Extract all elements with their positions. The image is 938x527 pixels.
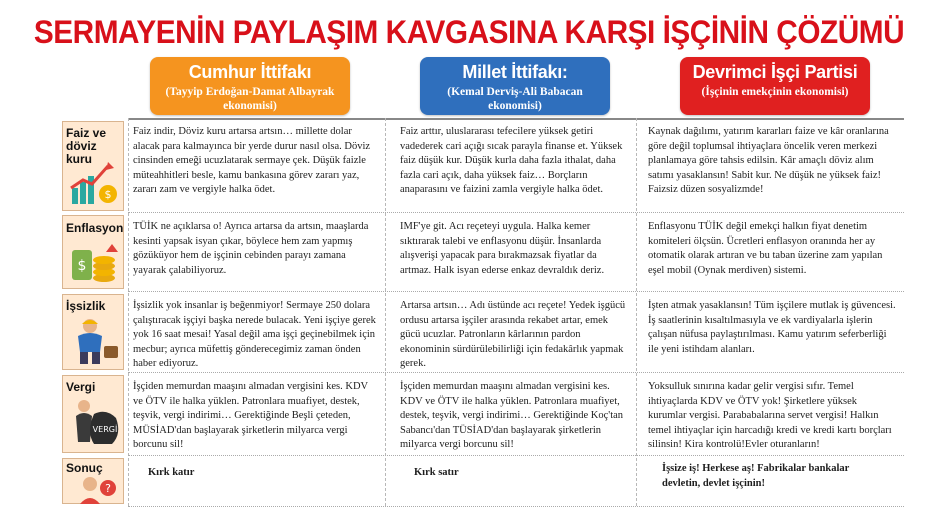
row-label-faiz: Faiz ve döviz kuru [66,126,107,166]
row-divider [128,372,904,373]
cell-issizlik-cumhur: İşsizlik yok insanlar iş beğenmiyor! Sermaye 250 dolara çalıştıracak işçiyi başka nerede bulacak. Yeni işçiye gerek yok 16 saat mesai! Yasal değil ama işçi geçinebilmek için mecbur; ayrıca müfettiş gönderecegimiz zaman önden haber ediyoruz. [133,300,376,369]
header-millet-subtitle: (Kemal Derviş-Ali Babacan ekonomisi) [447,86,583,112]
column-divider [385,118,386,506]
header-cumhur [150,57,350,115]
cell-faiz-millet: Faiz arttır, uluslararası tefecilere yüksek getiri vadederek cari açığı sıcak parayla finanse et. Yüksek faiz düşük kur. Düşük kurla daha fazla ithalat, daha fazla cari açık, daha yüksek faiz… Borçların anaparasını ve faizini zamla vergiyle halka ödet. [400,126,623,195]
row-divider [128,212,904,213]
row-label-enflasyon: Enflasyon [66,221,124,235]
svg-text:$: $ [77,258,87,274]
cell-vergi-cumhur: İşçiden memurdan maaşını almadan vergisini kes. KDV ve ÖTV ile halka yüklen. Patronlara muafiyet, destek, teşvik, vergi indirimi… Gerektiğinde Beşli çeteden, MÜSİAD'dan başlayarak şirketlerin milyarca vergi borcunu sil! [133,381,368,450]
currency-chart-icon [68,158,122,208]
row-divider [128,455,904,456]
cell-sonuc-dip: İşsize iş! Herkese aş! Fabrikalar bankalar devletin, devlet işçinin! [662,463,850,489]
header-cumhur-title: Cumhur İttifakı [188,62,312,82]
header-dip-subtitle: (İşçinin emekçinin ekonomisi) [701,86,849,98]
cell-faiz-cumhur: Faiz indir, Döviz kuru artarsa artsın… millette dolar alacak para kalmayınca bir yerde durur nasıl olsa. Döviz cinsinden emeği ucuzlatarak sermaye çek. Düşük faizle müteahhitleri besle, kamu bankasına görev zararı yaz, zararı zam ve vergiyle halka ödet. [133,126,371,195]
column-divider [128,118,129,506]
row-label-vergi: Vergi [66,380,96,394]
question-person-icon [78,474,118,504]
cell-vergi-dip: Yoksulluk sınırına kadar gelir vergisi sıfır. Temel ihtiyaçlarda KDV ve ÖTV yok! Şirketlere yüksek kurumlar vergisi. Parababalarına servet vergisi! Halkın temel ihtiyaçlar için harcadığı kredi ve kredi kartı borçları silinsin! Kira kontrolü!Evler oturanların! [648,381,892,450]
column-divider [636,118,637,506]
tax-bag-icon [68,398,122,450]
row-divider [128,506,904,507]
unemployed-worker-icon [68,316,122,366]
svg-text:VERGİ: VERGİ [92,425,118,434]
svg-text:?: ? [105,482,111,495]
cell-enflasyon-dip: Enflasyonu TÜİK değil emekçi halkın fiyat denetim komiteleri ölçsün. Ücretleri enflasyon oranında her ay otomatik olarak artıran ve bu taban üzerine zam yapılan eşel mobil (Oynak merdiven) sistemi. [648,221,883,276]
cell-issizlik-dip: İşten atmak yasaklansın! Tüm işçilere mutlak iş güvencesi. İş saatlerinin kısaltılmasıyla ve ek vardiyalarla işlerin çalışan nüfusa paylaştırılması. Kamu yatırım seferberliği ile yeni istihdam alanları. [648,300,896,355]
svg-text:$: $ [104,188,112,201]
cell-vergi-millet: İşçiden memurdan maaşını almadan vergisini kes. KDV ve ÖTV ile halka yüklen. Patronlara muafiyet, destek, teşvik, vergi indirimi… Gerektiğinde Koç'tan Sabancı'dan TÜSİAD'dan başlayarak şirketlerin milyarca vergi borcunu sil! [400,381,624,450]
table-top-border [128,118,904,120]
header-millet-title: Millet İttifakı: [462,62,568,82]
cell-enflasyon-cumhur: TÜİK ne açıklarsa o! Ayrıca artarsa da artsın, maaşlarda kesinti yapsak isyan çıkar, böylece hem zam yapmış gözüküyor hem de işçinin cebinden parayı zamana yayarak çalabiliyoruz. [133,221,369,276]
cell-sonuc-cumhur: Kırk katır [148,467,195,478]
cell-faiz-dip: Kaynak dağılımı, yatırım kararları faize ve kâr oranlarına göre değil toplumsal ihtiyaçlara öncelik veren merkezi planlamaya göre tahsis edilsin. Kâr amaçlı döviz alım satımı yasaklansın! Sabit kur. Ne düşük ne yüksek faiz! Faizsiz düzen sosyalizmde! [648,126,889,195]
row-divider [128,291,904,292]
header-millet [420,57,610,115]
row-label-issizlik: İşsizlik [66,299,106,313]
header-cumhur-subtitle: (Tayyip Erdoğan-Damat Albayrak ekonomisi) [165,86,335,112]
cell-issizlik-millet: Artarsa artsın… Adı üstünde acı reçete! Yedek işgücü ordusu artarsa işçiler arasında rekabet artar, emek gücü ucuzlar. Patronların kârlarının pardon ekonominin sürdürülebilirliği için fedakârlık yapmak gerek. [400,300,626,369]
header-dip [680,57,870,115]
inflation-coins-icon [68,240,122,286]
header-dip-title: Devrimci İşçi Partisi [692,62,858,82]
cell-enflasyon-millet: IMF'ye git. Acı reçeteyi uygula. Halka kemer sıktırarak talebi ve enflasyonu düşür. İnsanlarda alışverişi yapacak para bırakmazsak fiyatlar da artmaz. Halk isyan ederse enkaz devraldık deriz. [400,221,605,276]
cell-sonuc-millet: Kırk satır [414,467,459,478]
page-title: SERMAYENİN PAYLAŞIM KAVGASINA KARŞI İŞÇİNİN ÇÖZÜMÜ [33,14,905,50]
row-label-sonuc: Sonuç [66,461,103,475]
